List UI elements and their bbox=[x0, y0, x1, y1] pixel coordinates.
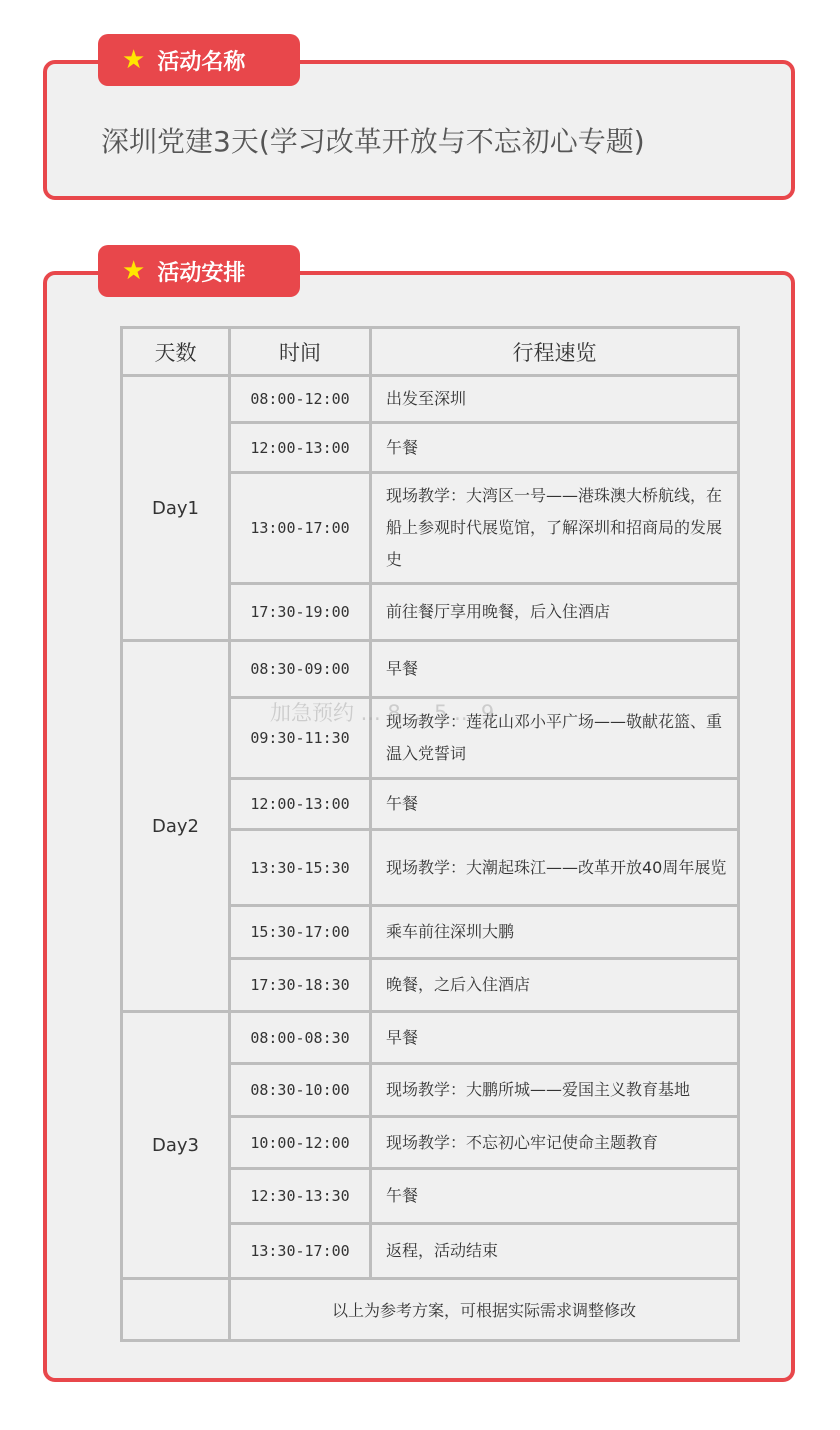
time-cell: 12:30-13:30 bbox=[230, 1169, 371, 1224]
itinerary-cell: 午餐 bbox=[371, 423, 739, 473]
day-cell: Day2 bbox=[122, 641, 230, 1012]
itinerary-cell: 现场教学：大鹏所城——爱国主义教育基地 bbox=[371, 1064, 739, 1117]
section-label: 活动安排 bbox=[157, 260, 246, 286]
time-cell: 17:30-18:30 bbox=[230, 959, 371, 1012]
itinerary-cell: 前往餐厅享用晚餐，后入住酒店 bbox=[371, 584, 739, 641]
blank-day-cell bbox=[122, 1279, 230, 1341]
itinerary-cell: 早餐 bbox=[371, 1012, 739, 1064]
section-label: 活动名称 bbox=[157, 49, 246, 75]
time-cell: 12:00-13:00 bbox=[230, 779, 371, 830]
itinerary-cell: 乘车前往深圳大鹏 bbox=[371, 906, 739, 959]
table-row bbox=[122, 641, 739, 698]
schedule-panel bbox=[43, 271, 795, 1382]
table-row bbox=[122, 376, 739, 423]
itinerary-cell: 午餐 bbox=[371, 1169, 739, 1224]
header-time: 时间 bbox=[230, 328, 371, 376]
itinerary-cell: 现场教学：莲花山邓小平广场——敬献花篮、重温入党誓词 bbox=[371, 698, 739, 779]
time-cell: 15:30-17:00 bbox=[230, 906, 371, 959]
time-cell: 08:00-08:30 bbox=[230, 1012, 371, 1064]
itinerary-cell: 早餐 bbox=[371, 641, 739, 698]
itinerary-cell: 晚餐，之后入住酒店 bbox=[371, 959, 739, 1012]
time-cell: 13:00-17:00 bbox=[230, 473, 371, 584]
activity-title: 深圳党建3天(学习改革开放与不忘初心专题) bbox=[101, 125, 645, 158]
day-cell: Day3 bbox=[122, 1012, 230, 1279]
header-itinerary: 行程速览 bbox=[371, 328, 739, 376]
time-cell: 17:30-19:00 bbox=[230, 584, 371, 641]
table-row bbox=[122, 1012, 739, 1064]
header-day: 天数 bbox=[122, 328, 230, 376]
itinerary-cell: 午餐 bbox=[371, 779, 739, 830]
itinerary-cell: 出发至深圳 bbox=[371, 376, 739, 423]
watermark: 加急预约 ... 8 ... 5 ... 9 bbox=[270, 701, 495, 725]
table-header-row bbox=[122, 328, 739, 376]
time-cell: 12:00-13:00 bbox=[230, 423, 371, 473]
table-note-row bbox=[122, 1279, 739, 1341]
star-icon: ★ bbox=[122, 256, 146, 286]
note-cell: 以上为参考方案，可根据实际需求调整修改 bbox=[230, 1279, 739, 1341]
schedule-table bbox=[120, 326, 740, 1342]
itinerary-cell: 现场教学：大湾区一号——港珠澳大桥航线，在船上参观时代展览馆，了解深圳和招商局的发展史 bbox=[371, 473, 739, 584]
time-cell: 08:30-09:00 bbox=[230, 641, 371, 698]
time-cell: 13:30-15:30 bbox=[230, 830, 371, 906]
section-tag-activity-schedule bbox=[98, 245, 300, 297]
day-cell: Day1 bbox=[122, 376, 230, 641]
time-cell: 13:30-17:00 bbox=[230, 1224, 371, 1279]
time-cell: 08:00-12:00 bbox=[230, 376, 371, 423]
itinerary-cell: 返程，活动结束 bbox=[371, 1224, 739, 1279]
section-tag-activity-name bbox=[98, 34, 300, 86]
itinerary-cell: 现场教学：大潮起珠江——改革开放40周年展览 bbox=[371, 830, 739, 906]
star-icon: ★ bbox=[122, 45, 146, 75]
time-cell: 10:00-12:00 bbox=[230, 1117, 371, 1169]
itinerary-cell: 现场教学：不忘初心牢记使命主题教育 bbox=[371, 1117, 739, 1169]
time-cell: 09:30-11:30 bbox=[230, 698, 371, 779]
time-cell: 08:30-10:00 bbox=[230, 1064, 371, 1117]
